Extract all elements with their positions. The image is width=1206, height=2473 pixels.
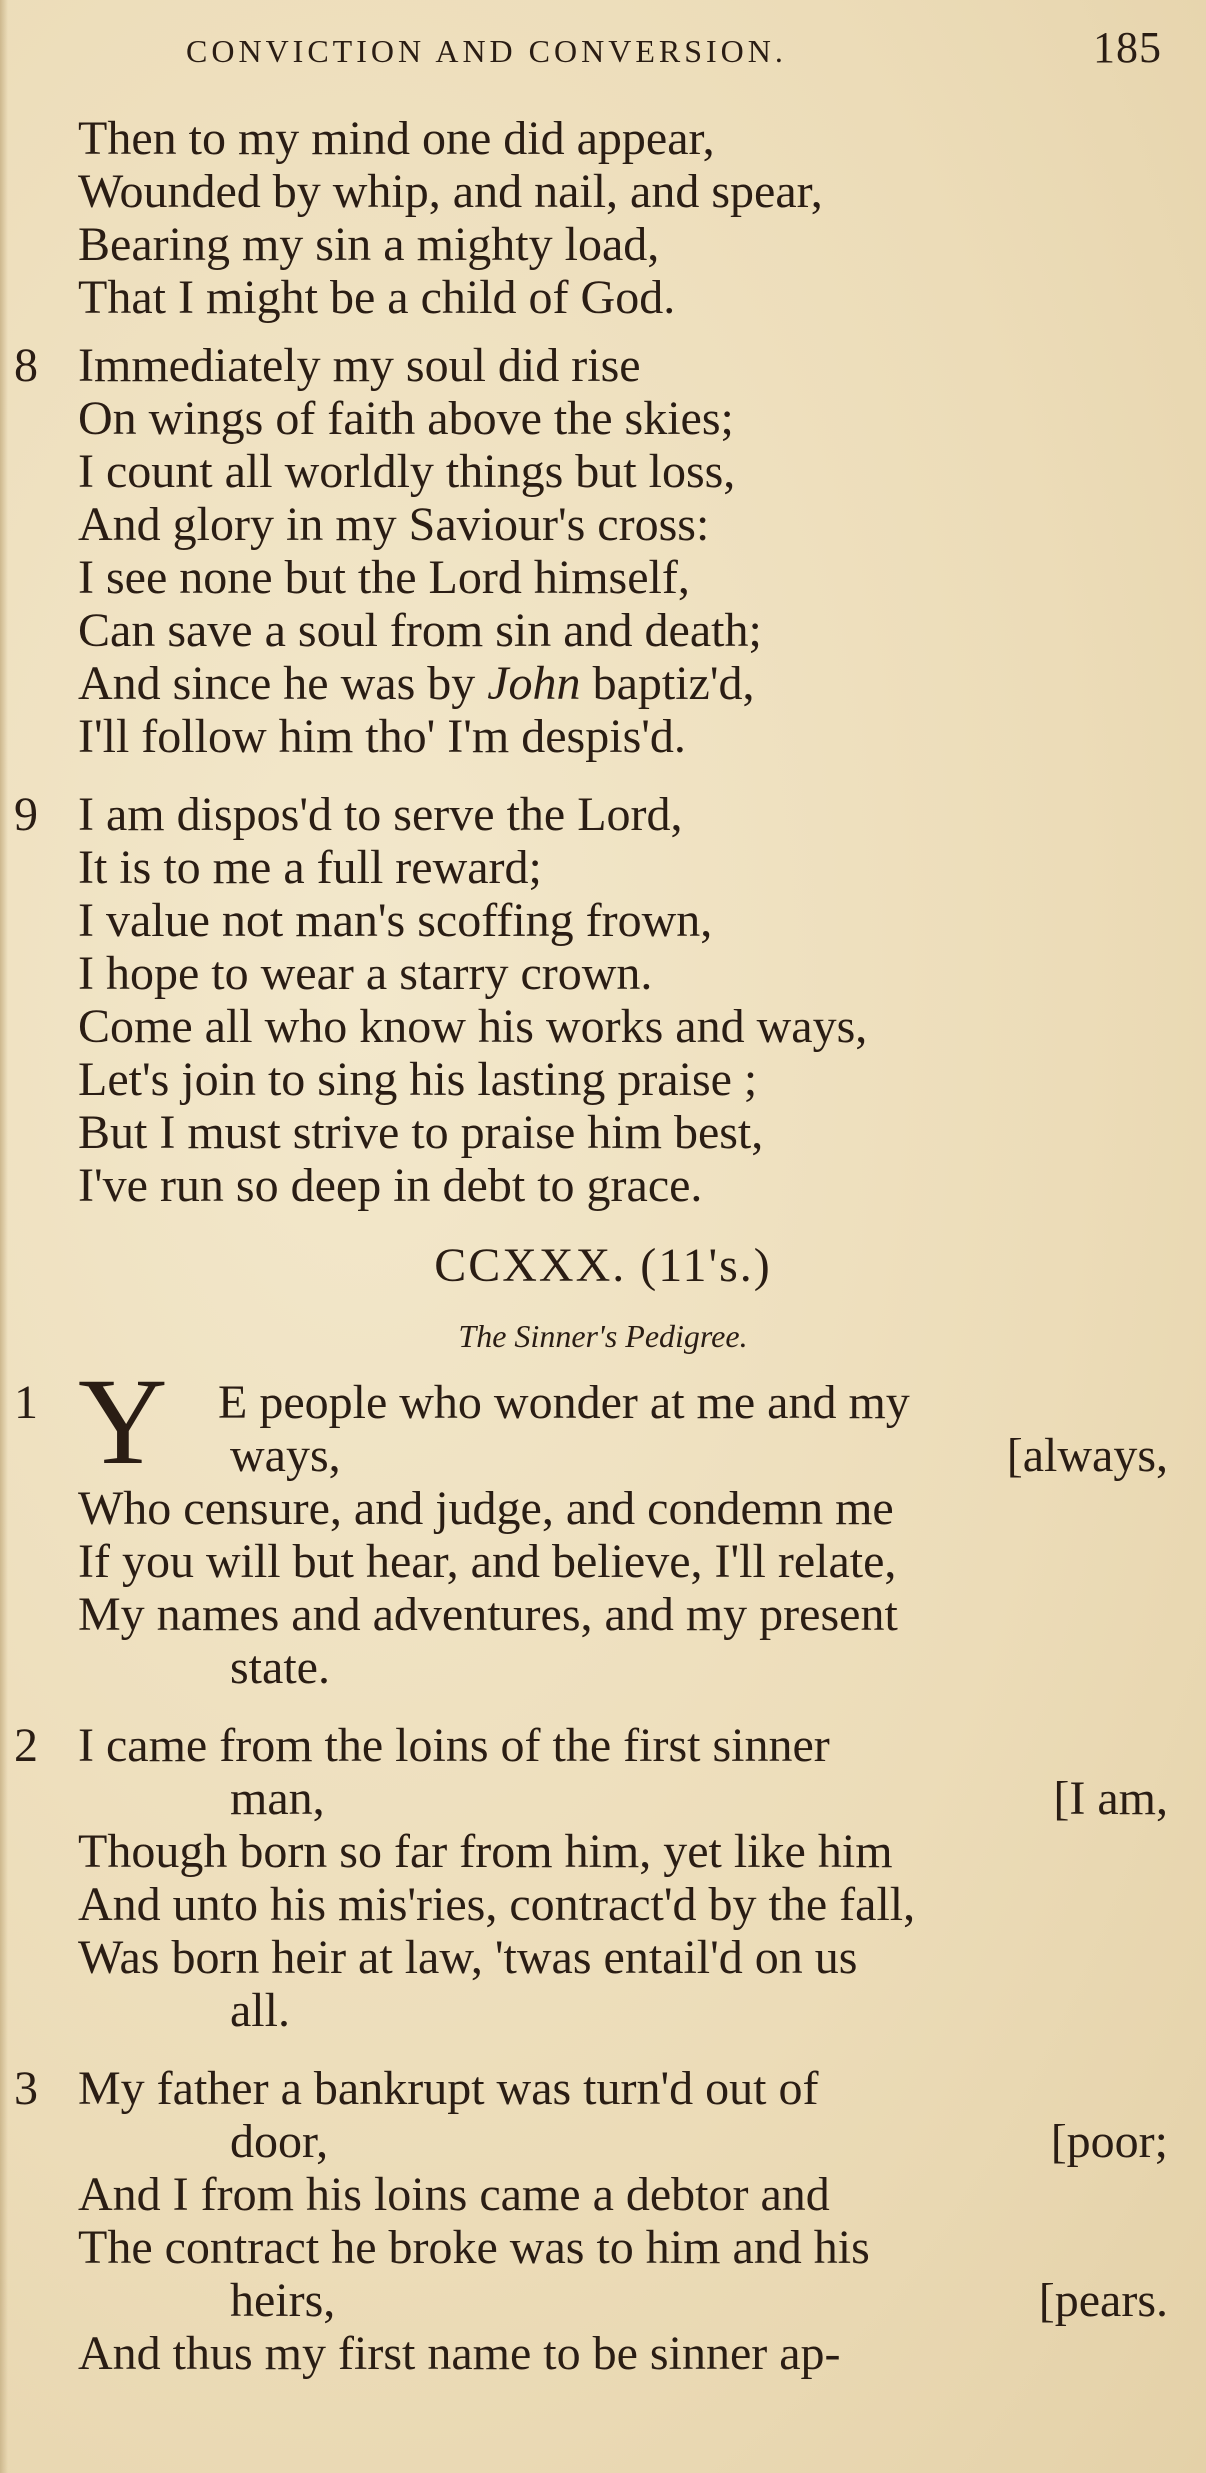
verse-line-text: all. xyxy=(230,1984,290,2037)
verse-line: Can save a soul from sin and death; xyxy=(78,604,762,657)
verse-line: And glory in my Saviour's cross: xyxy=(78,498,710,551)
verse-line: If you will but hear, and believe, I'll relate, xyxy=(78,1535,897,1588)
verse-line: I'll follow him tho' I'm despis'd. xyxy=(78,710,686,763)
verse-line: Bearing my sin a mighty load, xyxy=(78,218,660,271)
running-head: CONVICTION AND CONVERSION. xyxy=(186,33,787,69)
stanza-number: 1 xyxy=(14,1376,38,1429)
turnover-word: [pears. xyxy=(1038,2274,1168,2327)
verse-line: I value not man's scoffing frown, xyxy=(78,894,713,947)
verse-line: On wings of faith above the skies; xyxy=(78,392,734,445)
verse-line: I count all worldly things but loss, xyxy=(78,445,736,498)
verse-line-left: ways, xyxy=(230,1429,341,1482)
verse-line: That I might be a child of God. xyxy=(78,271,676,324)
verse-line: Come all who know his works and ways, xyxy=(78,1000,868,1053)
verse-line: Though born so far from him, yet like him xyxy=(78,1825,893,1878)
verse-line: And unto his mis'ries, contract'd by the fall, xyxy=(78,1878,916,1931)
turnover-word: [poor; xyxy=(1050,2115,1168,2168)
verse-line: Who censure, and judge, and condemn me xyxy=(78,1482,894,1535)
hymn-title: CCXXX. (11's.) xyxy=(434,1239,772,1292)
verse-line-text: E people who wonder at me and my xyxy=(218,1376,910,1429)
turnover-word: [I am, xyxy=(1053,1772,1168,1825)
verse-line: Immediately my soul did rise xyxy=(78,339,641,392)
verse-line: I hope to wear a starry crown. xyxy=(78,947,653,1000)
verse-line: The contract he broke was to him and his xyxy=(78,2221,870,2274)
verse-line-text: state. xyxy=(230,1641,330,1694)
verse-line: Wounded by whip, and nail, and spear, xyxy=(78,165,823,218)
verse-line: Then to my mind one did appear, xyxy=(78,112,715,165)
stanza-number: 8 xyxy=(14,339,38,392)
verse-line: But I must strive to praise him best, xyxy=(78,1106,764,1159)
verse-line: It is to me a full reward; xyxy=(78,841,542,894)
verse-line: My names and adventures, and my present xyxy=(78,1588,898,1641)
stanza-number: 3 xyxy=(14,2062,38,2115)
verse-line xyxy=(78,1641,1168,1694)
verse-line-tail: baptiz'd, xyxy=(580,657,755,710)
verse-line-head: And since he was by xyxy=(78,657,488,710)
verse-line-left: door, xyxy=(230,2115,329,2168)
verse-line: Let's join to sing his lasting praise ; xyxy=(78,1053,758,1106)
italic-name: John xyxy=(487,657,581,710)
verse-line-left: heirs, xyxy=(230,2274,336,2327)
verse-line-left: man, xyxy=(230,1772,325,1825)
page-header xyxy=(186,22,1162,80)
verse-line xyxy=(78,2274,1168,2327)
verse-line: My father a bankrupt was turn'd out of xyxy=(78,2062,819,2115)
verse-line xyxy=(78,1984,1168,2037)
verse-line xyxy=(78,2115,1168,2168)
hymn-subtitle: The Sinner's Pedigree. xyxy=(458,1318,748,1354)
verse-line xyxy=(78,1376,1168,1429)
verse-line: Was born heir at law, 'twas entail'd on us xyxy=(78,1931,858,1984)
verse-line: I've run so deep in debt to grace. xyxy=(78,1159,703,1212)
verse-line: I came from the loins of the first sinner xyxy=(78,1719,830,1772)
verse-line: And thus my first name to be sinner ap- xyxy=(78,2327,841,2380)
verse-line: And I from his loins came a debtor and xyxy=(78,2168,830,2221)
page-edge-shadow xyxy=(0,0,8,2473)
stanza-number: 2 xyxy=(14,1719,38,1772)
drop-cap: Y xyxy=(78,1353,168,1490)
verse-line xyxy=(78,1772,1168,1825)
verse-line xyxy=(78,657,1168,710)
stanza-number: 9 xyxy=(14,788,38,841)
page-number: 185 xyxy=(1093,23,1162,72)
verse-line: I see none but the Lord himself, xyxy=(78,551,690,604)
verse-line xyxy=(78,1429,1168,1482)
verse-line: I am dispos'd to serve the Lord, xyxy=(78,788,683,841)
turnover-word: [always, xyxy=(1006,1429,1168,1482)
